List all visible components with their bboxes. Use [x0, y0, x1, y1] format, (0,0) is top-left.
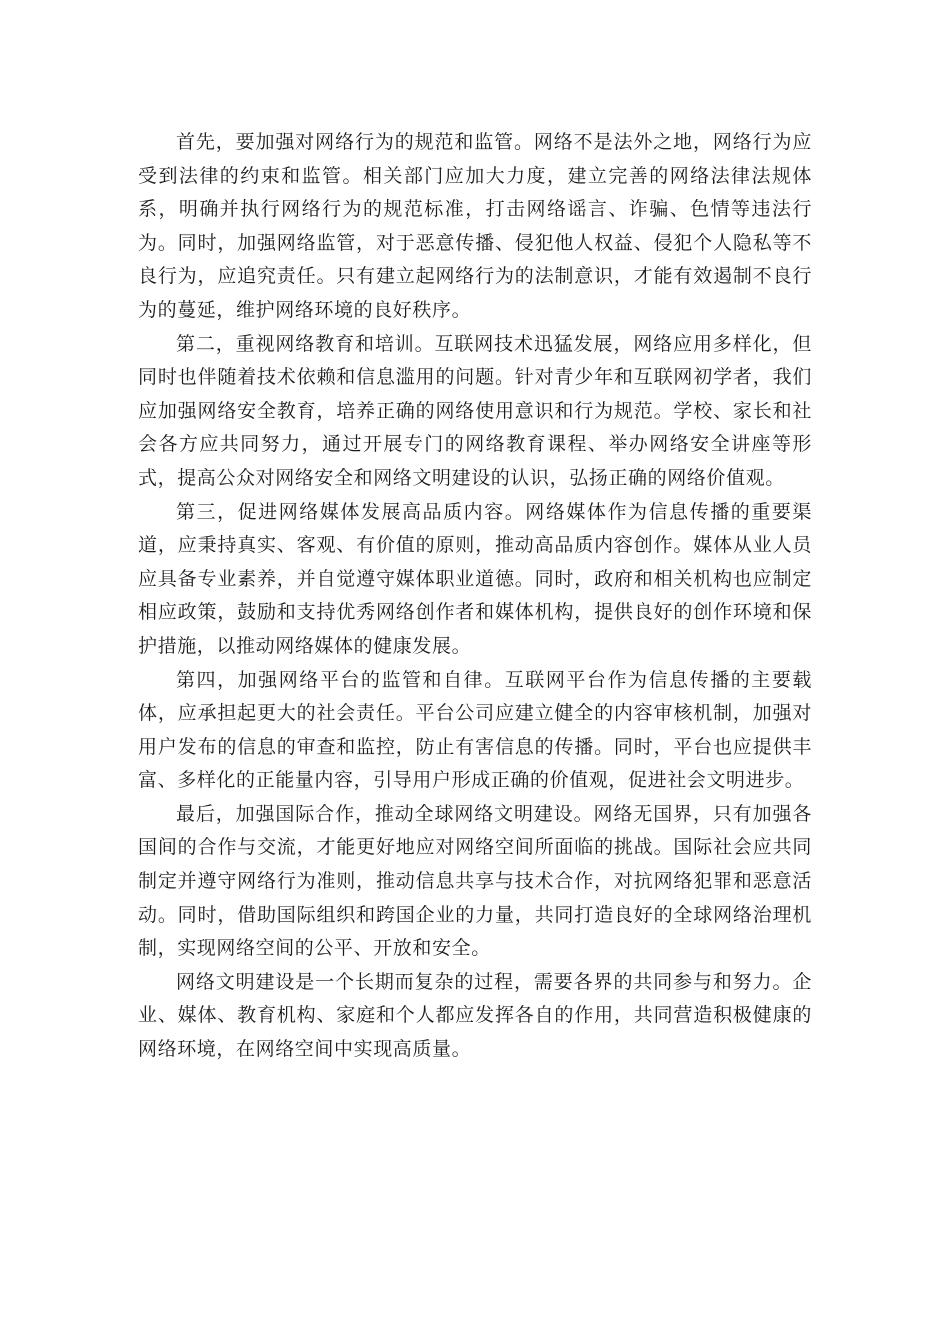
document-body — [138, 126, 812, 1067]
paragraph-international: 最后，加强国际合作，推动全球网络文明建设。网络无国界，只有加强各国间的合作与交流，才能更好地应对网络空间所面临的挑战。国际社会应共同制定并遵守网络行为准则，推动信息共享与技术合作，对抗网络犯罪和恶意活动。同时，借助国际组织和跨国企业的力量，共同打造良好的全球网络治理机制，实现网络空间的公平、开放和安全。 — [138, 802, 812, 960]
paragraph-regulation: 首先，要加强对网络行为的规范和监管。网络不是法外之地，网络行为应受到法律的约束和监管。相关部门应加大力度，建立完善的网络法律法规体系，明确并执行网络行为的规范标准，打击网络谣言、诈骗、色情等违法行为。同时，加强网络监管，对于恶意传播、侵犯他人权益、侵犯个人隐私等不良行为，应追究责任。只有建立起网络行为的法制意识，才能有效遏制不良行为的蔓延，维护网络环境的良好秩序。 — [138, 131, 812, 321]
paragraph-education: 第二，重视网络教育和培训。互联网技术迅猛发展，网络应用多样化，但同时也伴随着技术依赖和信息滥用的问题。针对青少年和互联网初学者，我们应加强网络安全教育，培养正确的网络使用意识和行为规范。学校、家长和社会各方应共同努力，通过开展专门的网络教育课程、举办网络安全讲座等形式，提高公众对网络安全和网络文明建设的认识，弘扬正确的网络价值观。 — [138, 332, 812, 489]
paragraph-platform: 第四，加强网络平台的监管和自律。互联网平台作为信息传播的主要载体，应承担起更大的社会责任。平台公司应建立健全的内容审核机制，加强对用户发布的信息的审查和监控，防止有害信息的传播。同时，平台也应提供丰富、多样化的正能量内容，引导用户形成正确的价值观，促进社会文明进步。 — [138, 668, 812, 792]
paragraph-media: 第三，促进网络媒体发展高品质内容。网络媒体作为信息传播的重要渠道，应秉持真实、客观、有价值的原则，推动高品质内容创作。媒体从业人员应具备专业素养，并自觉遵守媒体职业道德。同时，政府和相关机构也应制定相应政策，鼓励和支持优秀网络创作者和媒体机构，提供良好的创作环境和保护措施，以推动网络媒体的健康发展。 — [138, 500, 812, 657]
paragraph-conclusion: 网络文明建设是一个长期而复杂的过程，需要各界的共同参与和努力。企业、媒体、教育机构、家庭和个人都应发挥各自的作用，共同营造积极健康的网络环境，在网络空间中实现高质量。 — [138, 970, 812, 1061]
